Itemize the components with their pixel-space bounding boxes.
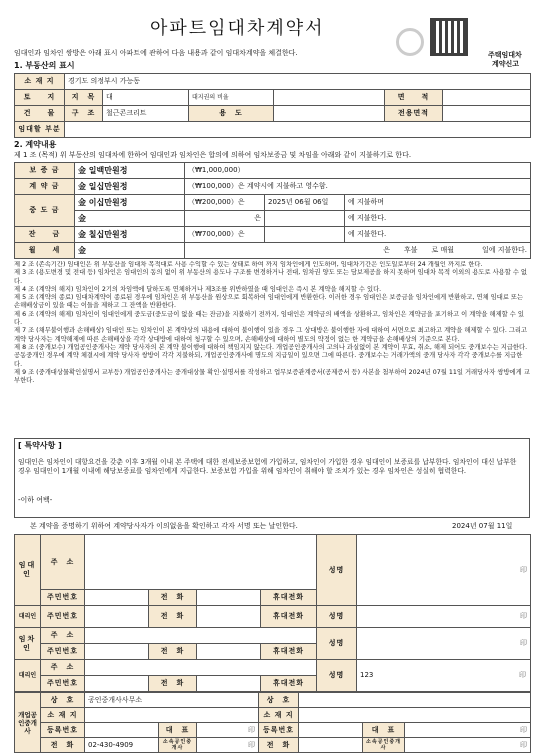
lessee-mobile-label: 휴대전화: [261, 644, 317, 660]
monthly-rent-text: 金: [75, 243, 185, 259]
lessee-address-value: [85, 628, 317, 644]
monthly-rent-note: 은 후불 로 매월 일에 지불한다.: [185, 243, 531, 259]
exclusive-area-value: [443, 106, 531, 122]
lessor-agent-phone-label: 전 화: [149, 606, 197, 628]
lessor-phone-value: [197, 590, 261, 606]
broker1-reg-value: [85, 723, 159, 738]
rent-part-label: 임대할 부분: [15, 122, 65, 138]
section-1-heading: 1. 부동산의 표시: [14, 61, 75, 70]
article-1: 제 1 조 (목적) 위 부동산의 임대차에 한하여 임대인과 임차인은 합의에 의하여 임차보증금 및 차임을 아래와 같이 지불하기로 한다.: [14, 151, 412, 159]
lessor-agent-rrn-label: 주민번호: [41, 606, 85, 628]
balance-number: （₩700,000）은: [185, 227, 265, 243]
special-terms-end: -이하 여백-: [18, 496, 53, 504]
signing-date: 2024년 07월 11일: [452, 522, 513, 530]
property-table: [14, 73, 531, 138]
middle-payment-2-text: 金: [75, 211, 185, 227]
broker2-office-value: [299, 708, 531, 723]
lessor-name-label: 성명: [317, 535, 357, 606]
lessee-agent-phone-label: 전 화: [149, 676, 197, 692]
payment-table: [14, 162, 531, 259]
page-title: 아파트임대차계약서: [150, 18, 325, 39]
middle-payment-label: 중 도 금: [15, 195, 75, 227]
article-9: 제 9 조 (중개대상물확인설명서 교부등) 개업공인중개사는 중개대상물 확인·설명서를 작성하고 업무보증관계증서(공제증서 등) 사본을 첨부하여 2024년 07월 11일 거래당사자 쌍방에게 교부한다.: [14, 368, 530, 385]
lessee-agent-label: 대리인: [15, 660, 41, 692]
broker2-trade-value: [299, 693, 531, 708]
deposit-amount-number: （₩1,000,000）: [185, 163, 531, 179]
lessee-agent-address-value: [85, 660, 317, 676]
lessor-agent-seal: 印: [357, 606, 531, 628]
broker1-trade-value: 공인중개사사무소: [85, 693, 259, 708]
lessee-agent-name-cell: [357, 660, 531, 692]
middle-payment-terms: 에 지불하며: [345, 195, 531, 211]
special-terms-text: 임대인은 임차인이 대항요건을 갖춘 이후 3개월 이내 본 주택에 대한 전세보증보험에 가입하고, 임차인이 가입한 경우 임대인이 보증료를 납부한다. 임차인이 대신 납부한 경우 임대인이 1개월 이내에 해당보증료를 임차인에게 지급한다. 보증보험 가입을 위해 임차인이 취해야 할 조치가 있는 경우 임차인은 성실히 협력한다.: [18, 458, 517, 475]
lessor-rrn-value: [85, 590, 149, 606]
lessor-label: 임대인: [15, 535, 41, 606]
lessor-agent-name-label: 성명: [317, 606, 357, 628]
broker2-affiliate-label: 소속공인중개사: [363, 738, 405, 753]
lessee-agent-address-label: 주 소: [41, 660, 85, 676]
lessor-agent-phone-value: [197, 606, 261, 628]
middle-payment-date: 2025년 06월 06일: [265, 195, 345, 211]
stamp-line-1: 주택임대차: [488, 51, 522, 59]
location-label: 소 재 지: [15, 74, 65, 90]
lessee-phone-value: [197, 644, 261, 660]
lessee-agent-rrn-label: 주민번호: [41, 676, 85, 692]
broker1-reg-label: 등록번호: [41, 723, 85, 738]
lessee-name-label: 성명: [317, 628, 357, 660]
broker1-seal: 印: [197, 723, 259, 738]
structure-value: 철근콘크리트: [103, 106, 189, 122]
qr-code: [430, 18, 468, 56]
contract-deposit-text: 金 일십만원정: [75, 179, 185, 195]
lessee-agent-name-value: 123: [360, 671, 374, 679]
monthly-rent-label: 월 세: [15, 243, 75, 259]
broker-side-label: 개업공인중개사: [15, 693, 41, 753]
structure-label: 구 조: [65, 106, 103, 122]
middle-payment-text: 金 이십만원정: [75, 195, 185, 211]
location-value: 경기도 의정부시 가능동: [65, 74, 531, 90]
broker1-office-value: [85, 708, 259, 723]
lessor-rrn-label: 주민번호: [41, 590, 85, 606]
article-2: 제 2 조 (존속기간) 임대인은 위 부동산을 임대차 목적대로 사용 수익할 수 있는 상태로 하여 까지 임차인에게 인도하며, 임대차기간은 인도일로부터 24 개월인 까지로 한다.: [14, 261, 483, 268]
lessor-agent-mobile-label: 휴대전화: [261, 606, 317, 628]
lessee-agent-mobile-label: 휴대전화: [261, 676, 317, 692]
balance-date: [265, 227, 345, 243]
area-value: [443, 90, 531, 106]
broker2-reg-label: 등록번호: [259, 723, 299, 738]
contract-deposit-label: 계 약 금: [15, 179, 75, 195]
middle-payment-2-terms: 에 지불한다.: [345, 211, 531, 227]
lessee-phone-label: 전 화: [149, 644, 197, 660]
signing-statement: 본 계약을 증명하기 위하여 계약당사자가 이의없음을 확인하고 각자 서명 또는 날인한다.: [30, 522, 298, 530]
broker1-phone-label: 전 화: [41, 738, 85, 753]
broker2-rep-label: 대 표: [363, 723, 405, 738]
section-2-heading: 2. 계약내용: [14, 140, 57, 149]
lessee-rrn-value: [85, 644, 149, 660]
broker2-seal: 印: [405, 723, 531, 738]
lessee-address-label: 주 소: [41, 628, 85, 644]
lessor-seal: 印: [357, 535, 531, 606]
middle-payment-2-number: 은: [185, 211, 265, 227]
balance-terms: 에 지불한다.: [345, 227, 531, 243]
lessor-address-label: 주 소: [41, 535, 85, 590]
use-value: [274, 106, 385, 122]
article-4: 제 4 조 (계약의 해지) 임차인이 2기의 차임액에 달하도록 연체하거나 제3조를 위반하였을 때 임대인은 즉시 본 계약을 해지할 수 있다.: [14, 285, 382, 293]
article-8: 제 8 조 (중개보수) 개업공인중개사는 계약 당사자의 본 계약 불이행에 대하여 책임지지 않는다. 개업공인중개사의 고의나 과실없이 본 계약이 무효, 취소, 해제 되어도 중개보수는 지급한다. 공동중개인 경우에 계약 체결시에 계약 당사자 쌍방이 각각 지불하되, 개업공인중개사에 명도의 지급일이 있으면 그에 따른다. 중개보수는 거래가액의 중개 당사자 각각 중개보수를 지급한다.: [14, 343, 528, 368]
article-6: 제 6 조 (계약의 해제) 임차인이 임대인에게 중도금(중도금이 없을 때는 잔금)을 지불하기 전까지, 임대인은 계약금의 배액을 상환하고, 임차인은 계약금을 포기하고 이 계약을 해제할 수 있다.: [14, 310, 524, 327]
lessor-agent-label: 대리인: [15, 606, 41, 628]
area-label: 면 적: [385, 90, 443, 106]
article-5: 제 5 조 (계약의 종료) 임대차계약이 종료된 경우에 임차인은 위 부동산을 원상으로 회복하여 임대인에게 반환한다. 이러한 경우 임대인은 보증금을 임차인에게 반환하고, 연체 임대료 또는 손해배상금이 있을 때는 이들을 제하고 그 잔액을 반환한다.: [14, 294, 524, 310]
lessee-agent-phone-value: [197, 676, 261, 692]
contract-deposit-number: （₩100,000）은 계약시에 지불하고 영수함.: [185, 179, 531, 195]
broker2-phone-value: [299, 738, 363, 753]
broker1-trade-label: 상 호: [41, 693, 85, 708]
broker1-office-label: 소 재 지: [41, 708, 85, 723]
middle-payment-number: （₩200,000）은: [185, 195, 265, 211]
jimok-label: 지 목: [65, 90, 103, 106]
broker2-trade-label: 상 호: [259, 693, 299, 708]
building-label: 건 물: [15, 106, 65, 122]
deposit-label: 보 증 금: [15, 163, 75, 179]
lessor-phone-label: 전 화: [149, 590, 197, 606]
lessee-agent-name-label: 성명: [317, 660, 357, 692]
broker1-affiliate-label: 소속공인중개사: [159, 738, 197, 753]
rent-part-value: [65, 122, 531, 138]
lessee-label: 임차인: [15, 628, 41, 660]
use-label: 용 도: [189, 106, 274, 122]
broker2-phone-label: 전 화: [259, 738, 299, 753]
land-right-label: 대지권의 비율: [189, 90, 274, 106]
article-7: 제 7 조 (채무불이행과 손해배상) 임대인 또는 임차인이 본 계약상의 내용에 대하여 불이행이 있을 경우 그 상대방은 불이행한 자에 대하여 서면으로 최고하고 계약을 해제할 수 있다. 그리고 계약 당사자는 계약해제에 따른 손해배상을 각각 상대방에 대하여 청구할 수 있으며, 손해배상에 대하여 별도의 약정이 없는 한 계약금을 손해배상의 기준으로 본다.: [14, 327, 528, 343]
lessee-seal: 印: [357, 628, 531, 660]
broker1-affiliate-seal: 印: [197, 738, 259, 753]
exclusive-area-label: 전용면적: [385, 106, 443, 122]
balance-text: 金 칠십만원정: [75, 227, 185, 243]
land-label: 토 지: [15, 90, 65, 106]
land-right-value: [274, 90, 385, 106]
broker-table: [14, 692, 531, 753]
lessee-rrn-label: 주민번호: [41, 644, 85, 660]
lessor-address-value: [85, 535, 317, 590]
broker2-affiliate-seal: 印: [405, 738, 531, 753]
lessee-agent-rrn-value: [85, 676, 149, 692]
lessee-agent-seal: 印: [519, 671, 526, 679]
watermark-logo: [396, 28, 424, 56]
jimok-value: 대: [103, 90, 189, 106]
broker1-rep-label: 대 표: [159, 723, 197, 738]
special-terms-title: [ 특약사항 ]: [18, 441, 62, 450]
intro-text: 임대인과 임차인 쌍방은 아래 표시 아파트에 관하여 다음 내용과 같이 임대차계약을 체결한다.: [14, 49, 298, 57]
article-3: 제 3 조 (용도변경 및 전대 등) 임차인은 임대인의 동의 없이 위 부동산의 용도나 구조를 변경하거나 전대, 임차권 양도 또는 담보제공을 하지 못하며 임대차 목적 이외의 용도로 사용할 수 없다.: [14, 269, 528, 285]
balance-label: 잔 금: [15, 227, 75, 243]
deposit-amount-text: 金 일백만원정: [75, 163, 185, 179]
broker1-phone-value: 02-430-4909: [85, 738, 159, 753]
articles-block: [14, 261, 530, 436]
parties-table: [14, 534, 531, 692]
stamp-line-2: 계약신고: [492, 60, 520, 68]
lessor-mobile-label: 휴대전화: [261, 590, 317, 606]
broker2-reg-value: [299, 723, 363, 738]
middle-payment-2-date: [265, 211, 345, 227]
lessor-agent-rrn-value: [85, 606, 149, 628]
broker2-office-label: 소 재 지: [259, 708, 299, 723]
